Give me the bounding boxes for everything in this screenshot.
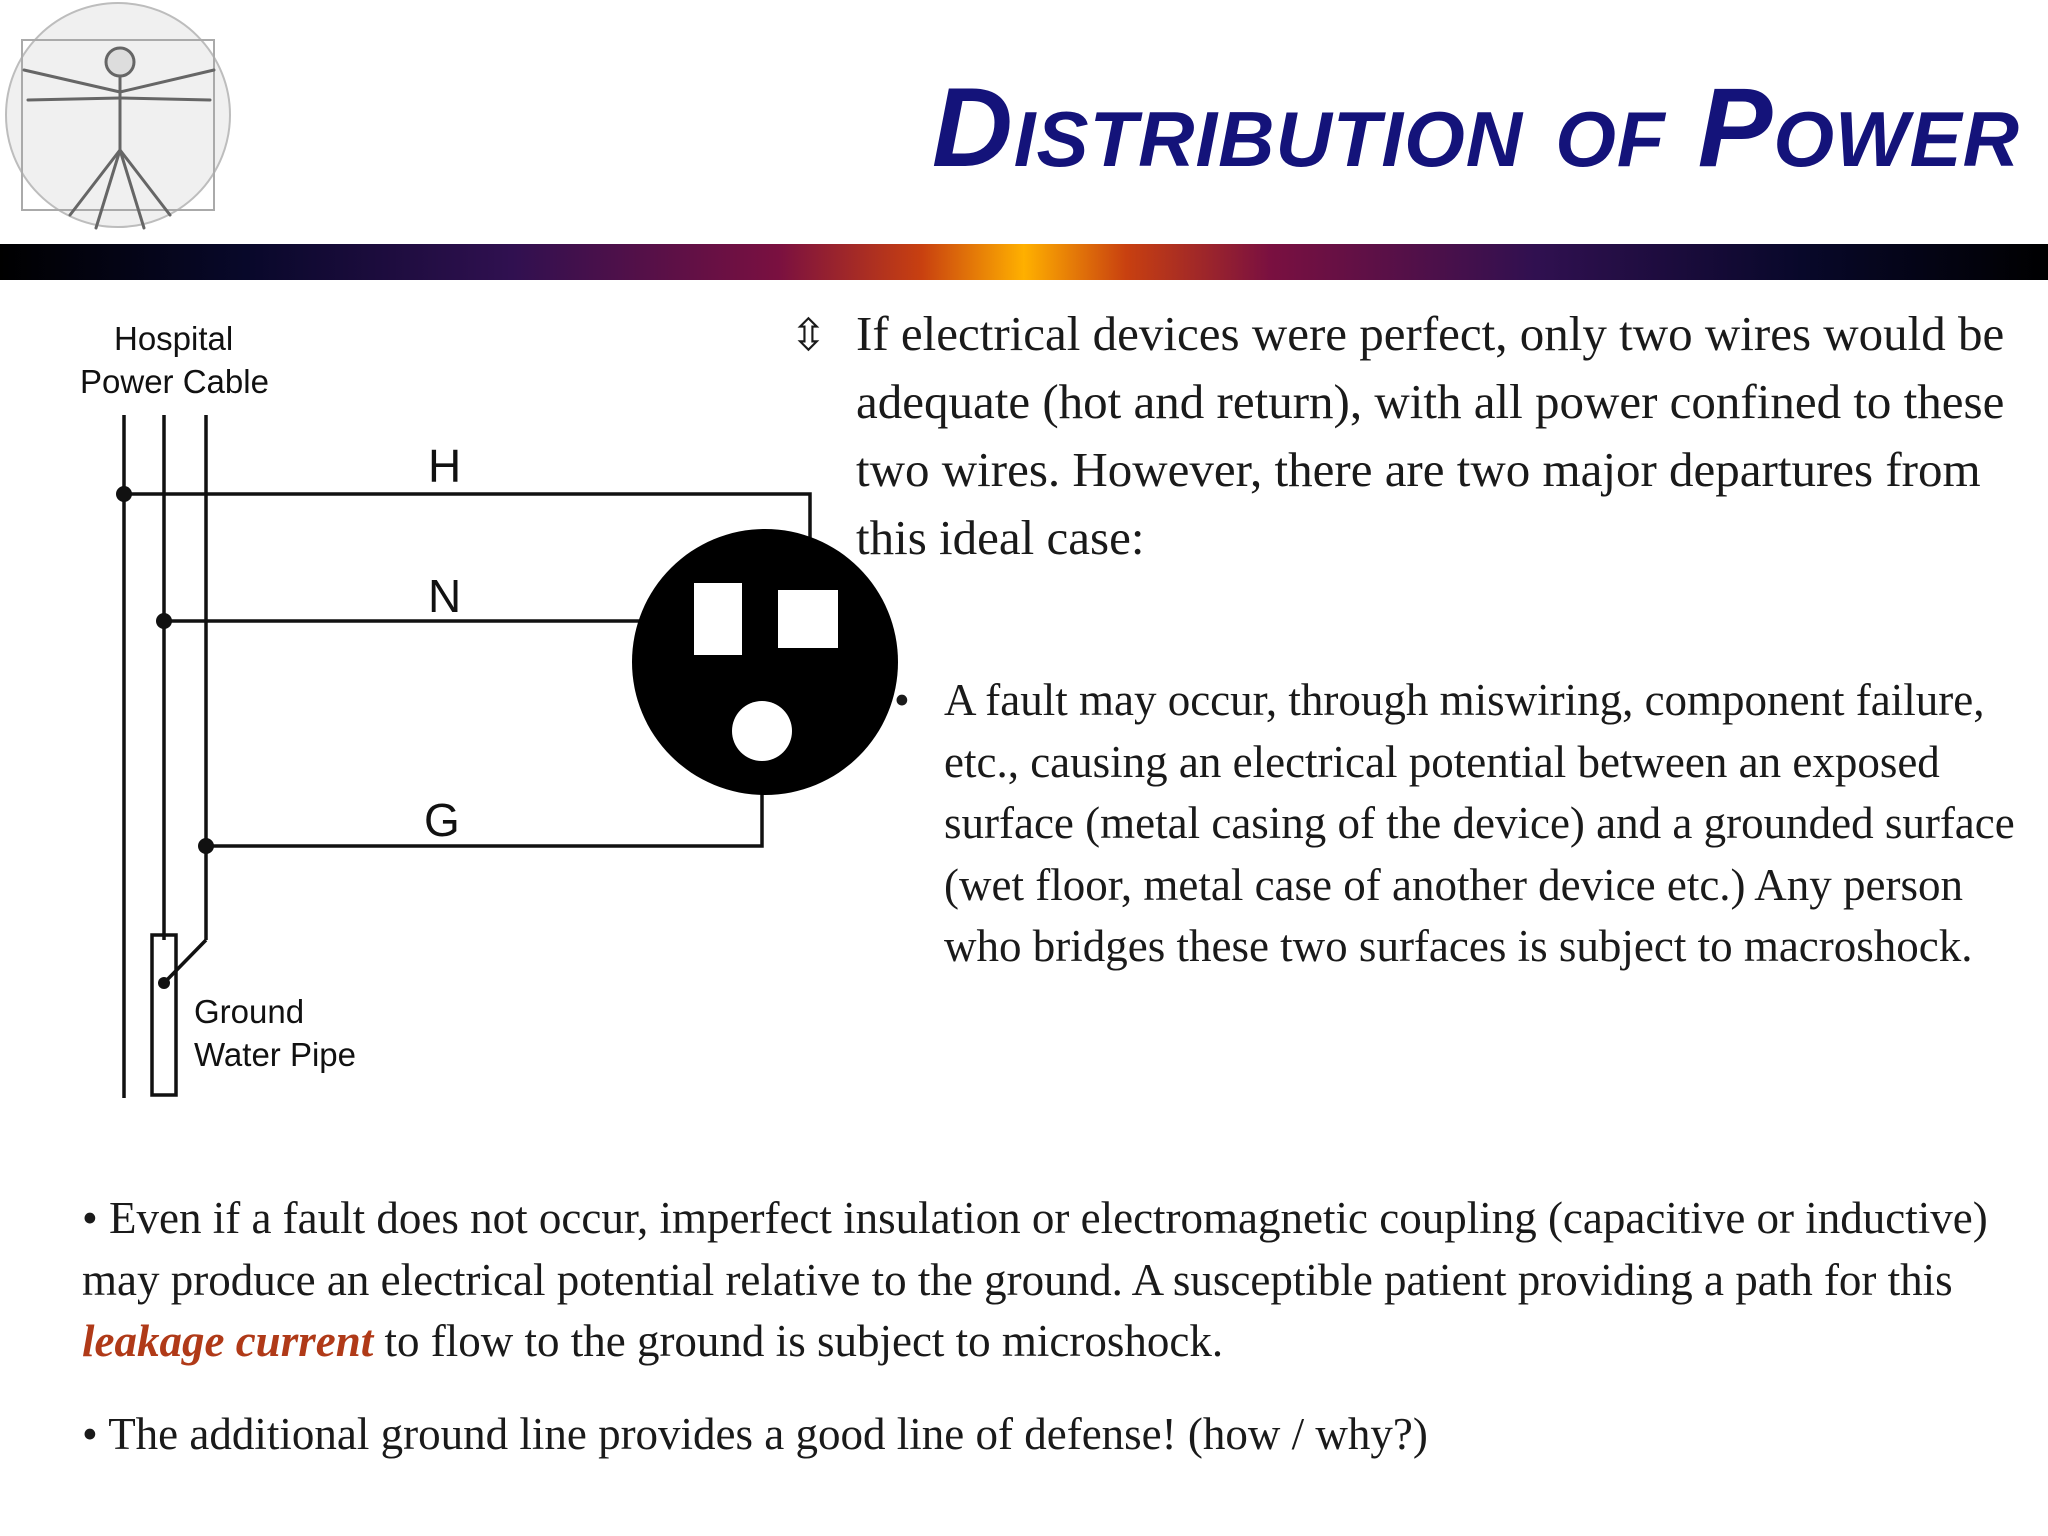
cable-label-line2: Power Cable bbox=[80, 363, 269, 400]
leakage-text-before: • Even if a fault does not occur, imperfect insulation or electromagnetic coupling (capacitive or inductive) may produce an electrical potential relative to the ground. A susceptible patient providing a path for this bbox=[82, 1193, 1988, 1305]
cable-label-line1: Hospital bbox=[114, 320, 234, 357]
ground-wire bbox=[206, 790, 762, 846]
title-divider-bar bbox=[0, 244, 2048, 280]
neutral-wire-label: N bbox=[428, 570, 462, 622]
ground-pipe-label-line1: Ground bbox=[194, 993, 305, 1030]
arrow-bullet-icon: ⇳ bbox=[790, 310, 827, 361]
water-pipe bbox=[152, 935, 176, 1095]
leakage-text-after: to flow to the ground is subject to microshock. bbox=[373, 1316, 1224, 1366]
leakage-paragraph bbox=[82, 1188, 2022, 1373]
fault-bullet bbox=[894, 670, 2024, 978]
ground-wire-label: G bbox=[424, 794, 460, 846]
bullet-dot-icon: • bbox=[894, 675, 910, 725]
vitruvian-logo bbox=[0, 0, 250, 245]
ground-to-pipe-link bbox=[164, 940, 206, 983]
leakage-current-term: leakage current bbox=[82, 1316, 374, 1366]
intro-text: If electrical devices were perfect, only two wires would be adequate (hot and return), with all power confined to these two wires. However, there are two major departures from this ideal case: bbox=[856, 306, 2005, 565]
ground-pipe-label-line2: Water Pipe bbox=[194, 1036, 357, 1073]
intro-paragraph bbox=[790, 300, 2016, 572]
slide-title: Distribution of Power bbox=[931, 65, 2020, 190]
wiring-diagram bbox=[0, 280, 920, 1120]
hot-wire-label: H bbox=[428, 440, 462, 492]
ground-line-note: • The additional ground line provides a good line of defense! (how / why?) bbox=[82, 1409, 1428, 1459]
fault-bullet-text: A fault may occur, through miswiring, component failure, etc., causing an electrical potential between an exposed surface (metal casing of the device) and a grounded surface (wet floor, metal case of another device etc.) Any person who bridges these two surfaces is subject to macroshock. bbox=[944, 675, 2015, 971]
